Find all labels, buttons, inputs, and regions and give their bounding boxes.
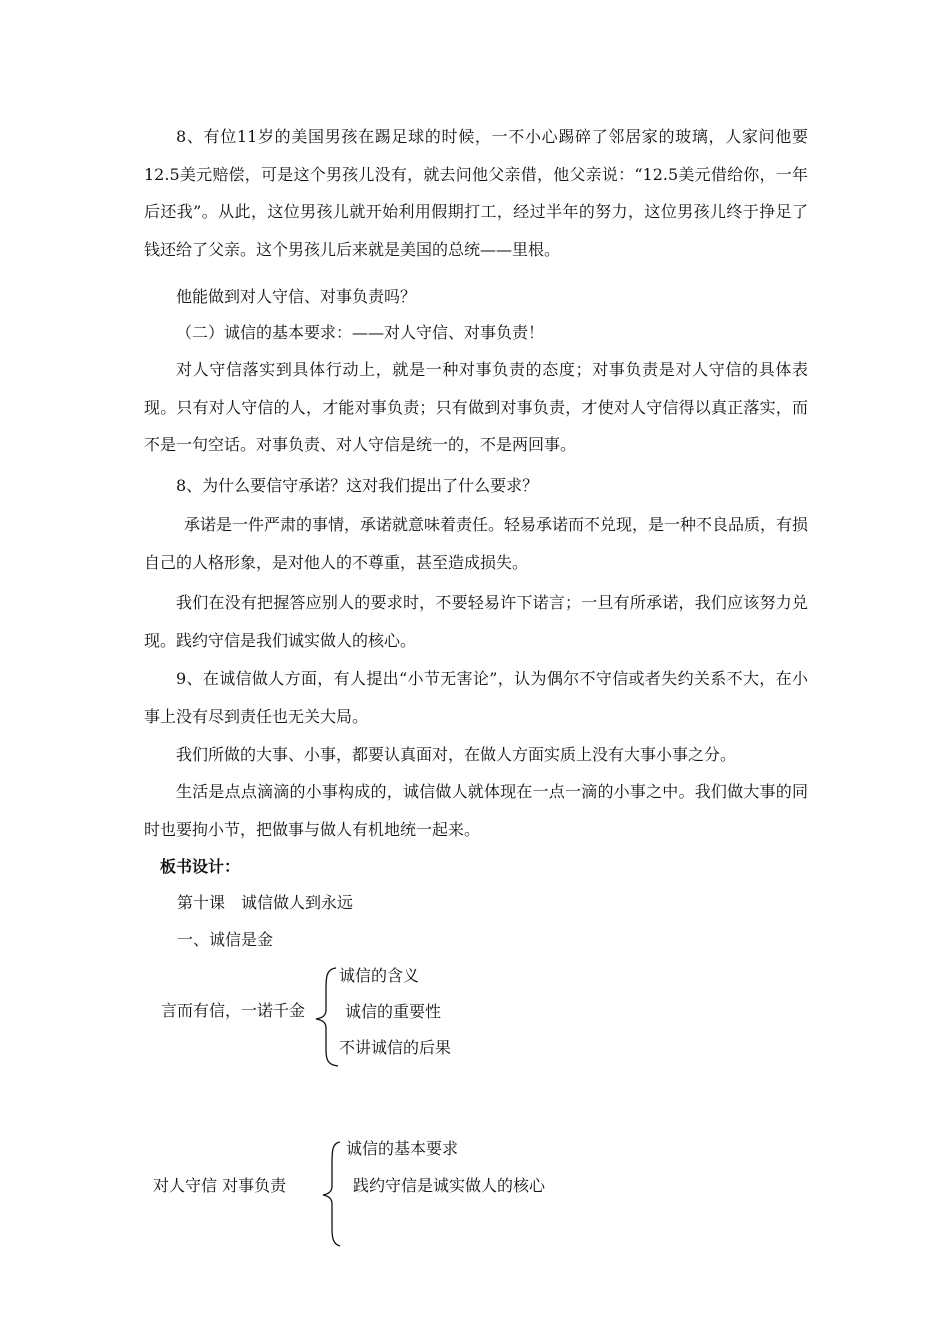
board-group2-label: 对人守信 对事负责 <box>153 1176 287 1195</box>
curly-brace-icon <box>320 1140 344 1248</box>
paragraph-promise-answer: 承诺是一件严肃的事情，承诺就意味着责任。轻易承诺而不兑现，是一种不良品质，有损自己的人格形象，是对他人的不尊重，甚至造成损失。 <box>144 515 809 572</box>
paragraph-question: 他能做到对人守信、对事负责吗？ <box>176 287 417 306</box>
board-design-heading: 板书设计： <box>160 857 241 876</box>
curly-brace-icon <box>312 966 342 1068</box>
paragraph-reagan-story: 8、有位11岁的美国男孩在踢足球的时候，一不小心踢碎了邻居家的玻璃，人家问他要12.5美元赔偿，可是这个男孩儿没有，就去问他父亲借，他父亲说：“12.5美元借给你，一年后还我”。从此，这位男孩儿就开始利用假期打工，经过半年的努力，这位男孩儿终于挣足了钱还给了父亲。这个男孩儿后来就是美国的总统——里根。 <box>144 127 808 259</box>
paragraph-keep-promise: 我们在没有把握答应别人的要求时，不要轻易许下诺言；一旦有所承诺，我们应该努力兑现。践约守信是我们诚实做人的核心。 <box>144 593 808 650</box>
board-item-consequences: 不讲诚信的后果 <box>339 1038 452 1057</box>
paragraph-life-details: 生活是点点滴滴的小事构成的，诚信做人就体现在一点一滴的小事之中。我们做大事的同时也要拘小节，把做事与做人有机地统一起来。 <box>144 782 808 839</box>
board-item-core: 践约守信是诚实做人的核心 <box>353 1176 546 1195</box>
lesson-title: 第十课 诚信做人到永远 <box>177 893 354 912</box>
section-title: 一、诚信是金 <box>177 930 274 949</box>
paragraph-requirement-explanation: 对人守信落实到具体行动上，就是一种对事负责的态度；对事负责是对人守信的具体表现。只有对人守信的人，才能对事负责；只有做到对事负责，才使对人守信得以真正落实，而不是一句空话。对事负责、对人守信是统一的，不是两回事。 <box>144 360 808 454</box>
paragraph-basic-requirement: （二）诚信的基本要求：——对人守信、对事负责！ <box>176 323 545 342</box>
paragraph-promise-question: 8、为什么要信守承诺？这对我们提出了什么要求？ <box>176 476 539 495</box>
board-item-importance: 诚信的重要性 <box>345 1002 442 1021</box>
paragraph-big-small-matters: 我们所做的大事、小事，都要认真面对，在做人方面实质上没有大事小事之分。 <box>176 745 737 764</box>
board-group1-label: 言而有信，一诺千金 <box>161 1001 306 1020</box>
board-item-basic-requirement: 诚信的基本要求 <box>346 1139 459 1158</box>
board-item-meaning: 诚信的含义 <box>339 966 420 985</box>
paragraph-small-matters-question: 9、在诚信做人方面，有人提出“小节无害论”，认为偶尔不守信或者失约关系不大，在小事上没有尽到责任也无关大局。 <box>144 669 808 726</box>
